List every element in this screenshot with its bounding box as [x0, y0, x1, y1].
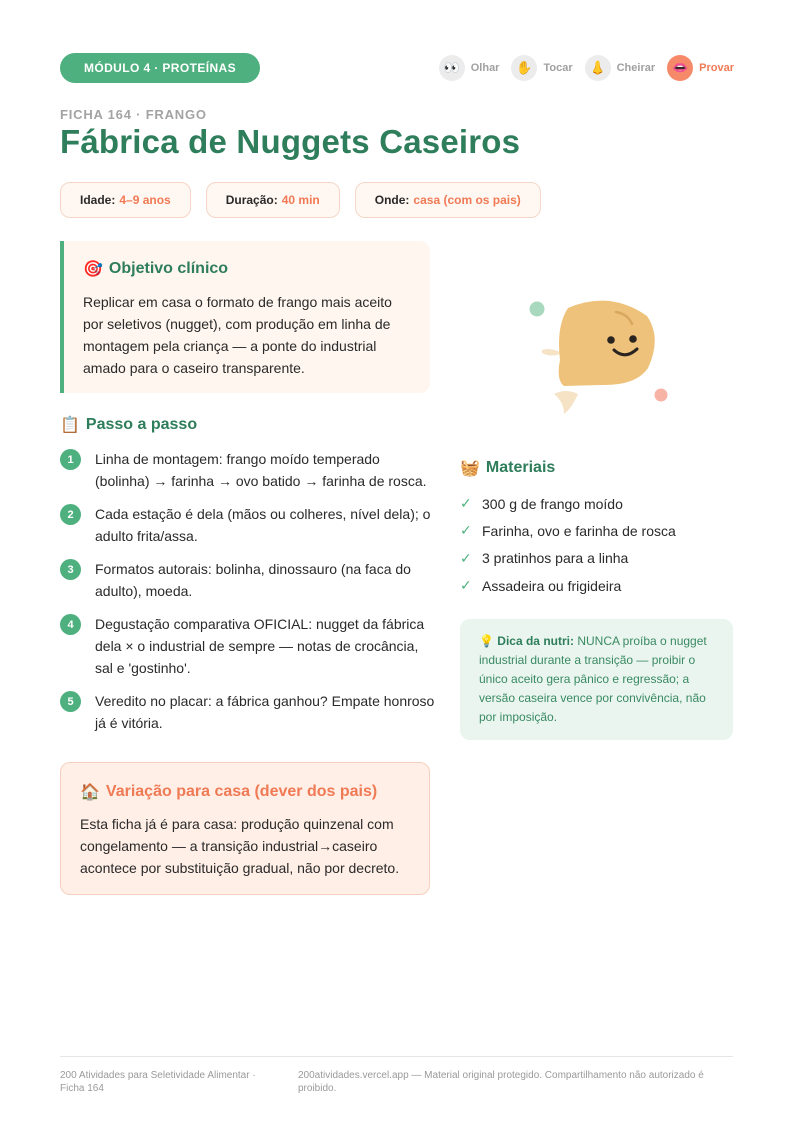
- step-number: 3: [60, 559, 81, 580]
- footer-book-title: 200 Atividades para Seletividade Alimentar · Ficha 164: [60, 1070, 256, 1094]
- lightbulb-icon: 💡: [479, 634, 494, 648]
- where-label: Onde:: [374, 193, 410, 207]
- sense-cheirar: [585, 55, 656, 81]
- age-chip: [60, 182, 191, 218]
- material-text: Farinha, ovo e farinha de rosca: [482, 522, 676, 539]
- step-item: [60, 448, 435, 492]
- material-item: [460, 517, 676, 544]
- target-icon: 🎯: [83, 261, 103, 278]
- age-value: 4–9 anos: [119, 193, 171, 207]
- coral-dot: [655, 389, 668, 402]
- home-title: Variação para casa (dever dos pais): [105, 783, 378, 800]
- tip-label: Dica da nutri:: [497, 634, 574, 648]
- house-icon: 🏠: [80, 784, 100, 801]
- nugget-eye-right: [629, 335, 637, 343]
- where-value: casa (com os pais): [413, 193, 521, 207]
- home-variation-box: [60, 762, 430, 895]
- objective-title: Objetivo clínico: [108, 260, 229, 277]
- nugget-character-illustration: [520, 290, 680, 420]
- sense-provar: [667, 55, 734, 81]
- material-item: [460, 545, 676, 572]
- nose-icon: 👃: [585, 55, 611, 81]
- duration-chip: [206, 182, 340, 218]
- step-number: 4: [60, 614, 81, 635]
- nutri-tip-box: [460, 619, 733, 740]
- sheet-overline: FICHA 164 · FRANGO: [60, 107, 207, 122]
- duration-value: 40 min: [281, 193, 320, 207]
- material-text: 3 pratinhos para a linha: [482, 550, 629, 567]
- mint-dot: [530, 302, 545, 317]
- eyes-icon: 👀: [439, 55, 465, 81]
- nugget-foot: [554, 391, 578, 414]
- material-text: 300 g de frango moído: [482, 495, 623, 512]
- sense-olhar: [439, 55, 500, 81]
- steps-heading: [60, 415, 197, 435]
- mouth-icon: 👄: [667, 55, 693, 81]
- nugget-eye-left: [607, 336, 615, 344]
- clipboard-icon: 📋: [60, 417, 80, 434]
- step-text: Formatos autorais: bolinha, dinossauro (na faca do adulto), moeda.: [95, 561, 411, 599]
- meta-chips: [60, 182, 541, 218]
- step-item: [60, 613, 435, 679]
- check-icon: ✓: [460, 577, 472, 594]
- tip-text: NUNCA proíba o nugget industrial durante a transição — proibir o único aceito gera pânico e regressão; a versão caseira vence por convivência, não por imposição.: [479, 634, 707, 724]
- sense-label: Provar: [699, 62, 734, 74]
- nugget-arm: [542, 349, 562, 356]
- check-icon: ✓: [460, 522, 472, 539]
- material-text: Assadeira ou frigideira: [482, 577, 622, 594]
- nugget-body: [559, 301, 655, 386]
- step-number: 5: [60, 691, 81, 712]
- check-icon: ✓: [460, 549, 472, 566]
- footer-copyright: 200atividades.vercel.app — Material original protegido. Compartilhamento não autorizado é proibido.: [298, 1070, 704, 1094]
- objective-box: [60, 241, 430, 393]
- duration-label: Duração:: [225, 193, 278, 207]
- materials-title: Materiais: [485, 459, 556, 476]
- step-item: [60, 503, 435, 547]
- step-text: Linha de montagem: frango moído temperado (bolinha) → farinha → ovo batido → farinha de rosca.: [95, 451, 427, 489]
- home-heading: [80, 782, 410, 802]
- step-item: [60, 558, 435, 602]
- step-item: [60, 690, 435, 734]
- objective-text: Replicar em casa o formato de frango mais aceito por seletivos (nugget), com produção em linha de montagem pela criança — a ponte do industrial amado para o caseiro transparente.: [83, 294, 392, 376]
- objective-heading: [83, 259, 410, 279]
- check-icon: ✓: [460, 495, 472, 512]
- steps-title: Passo a passo: [85, 416, 198, 433]
- where-chip: [355, 182, 541, 218]
- step-number: 2: [60, 504, 81, 525]
- page-footer: [60, 1056, 733, 1095]
- senses-bar: [439, 55, 734, 81]
- sense-tocar: [511, 55, 572, 81]
- page-title: Fábrica de Nuggets Caseiros: [60, 123, 521, 160]
- step-text: Degustação comparativa OFICIAL: nugget da fábrica dela × o industrial de sempre — notas de crocância, sal e 'gostinho'.: [95, 616, 425, 676]
- age-label: Idade:: [80, 193, 116, 207]
- home-text: Esta ficha já é para casa: produção quinzenal com congelamento — a transição industrial→caseiro acontece por substituição gradual, não por decreto.: [80, 816, 400, 876]
- step-text: Veredito no placar: a fábrica ganhou? Empate honroso já é vitória.: [95, 693, 435, 731]
- material-item: [460, 572, 676, 599]
- module-badge: MÓDULO 4 · PROTEÍNAS: [60, 53, 260, 83]
- materials-list: [460, 490, 676, 599]
- hand-icon: ✋: [511, 55, 537, 81]
- materials-heading: [460, 458, 555, 478]
- step-number: 1: [60, 449, 81, 470]
- sense-label: Tocar: [543, 62, 573, 74]
- sense-label: Cheirar: [616, 62, 656, 74]
- step-text: Cada estação é dela (mãos ou colheres, nível dela); o adulto frita/assa.: [95, 506, 431, 544]
- basket-icon: 🧺: [460, 460, 480, 477]
- material-item: [460, 490, 676, 517]
- sense-label: Olhar: [470, 62, 500, 74]
- steps-list: [60, 448, 435, 745]
